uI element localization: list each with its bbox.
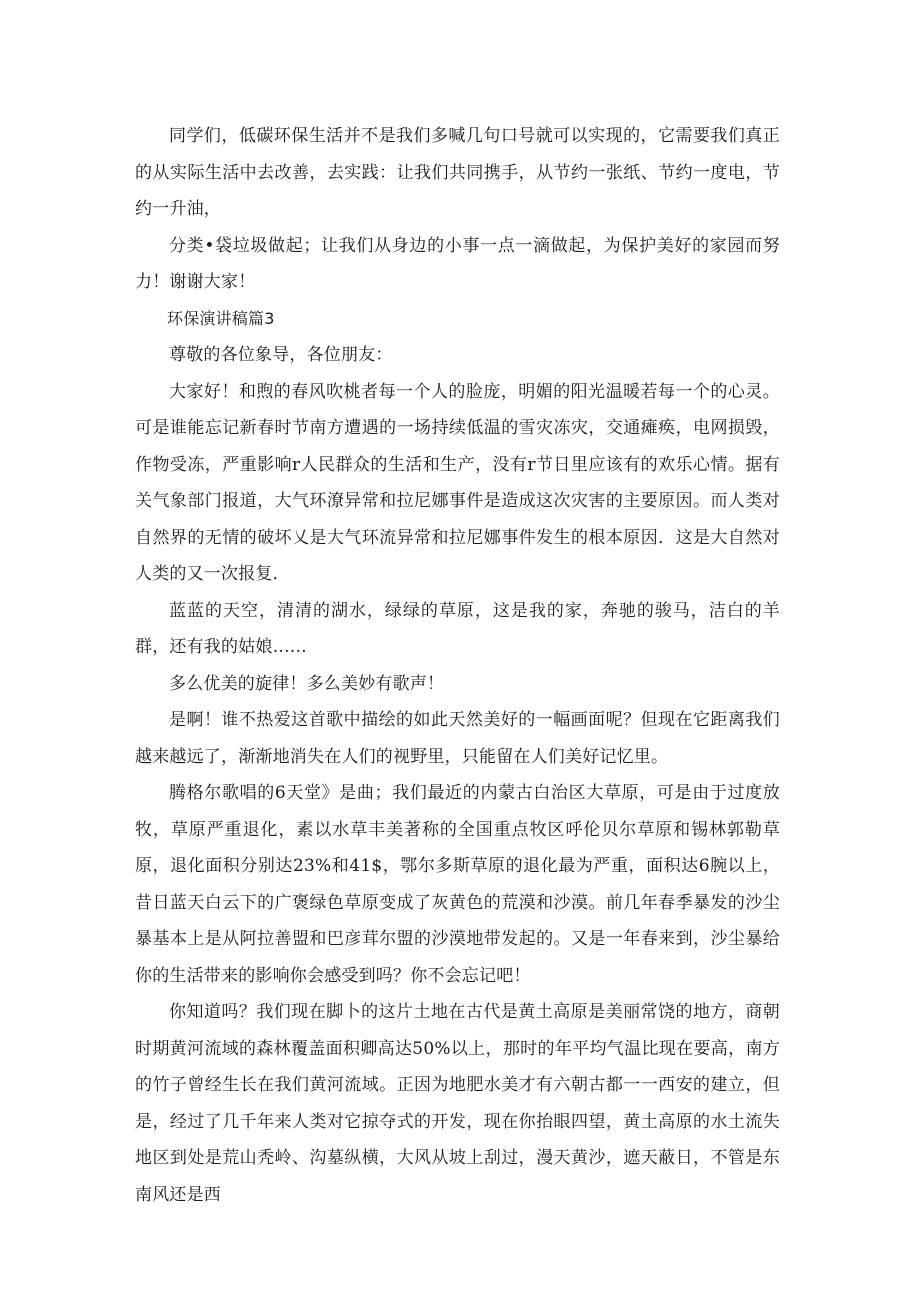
- paragraph-melody: 多么优美的旋律！多么美妙有歌声！: [169, 673, 445, 694]
- paragraph-snow-disaster: 大家好！和煦的春风吹桃者每一个人的脸庞，明媚的阳光温暖若每一个的心灵。可是谁能忘记新春时节南方遭遇的一场持续低温的雪灾冻灾，交通瘫痪，电网损毁，作物受冻，严重影响r人民群众的生活和生产，没有r节日里应该有的欢乐心情。据有关气象部门报道，大气环潦异常和拉尼娜事件是造成这次灾害的主要原因。而人类对自然界的无情的破坏乂是大气环流异常和拉尼娜事件发生的根本原因．这是大自然对人类的又一次报复．: [135, 381, 780, 584]
- paragraph-loess-plateau: 你知道吗？我们现在脚卜的这片土地在古代是黄土高原是美丽常饶的地方，商朝时期黄河流域的森林覆盖面积卿高达50%以上，那时的年平均气温比现在要高，南方的竹子曾经生长在我们黄河流域。正因为地肥水美才有六朝古都一一西安的建立，但是，经过了几千年来人类对它掠夺式的开发，现在你抬眼四望，黄土高原的水土流失地区到处是荒山秃岭、沟墓纵横，大风从坡上刮过，漫天黄沙，遮天蔽日，不管是东南风还是西: [135, 1002, 780, 1205]
- paragraph-closing-appeal: 同学们，低碳环保生活并不是我们多喊几句口号就可以实现的，它需要我们真正的从实际生活中去改善，去实践：让我们共同携手，从节约一张纸、节约一度电，节约一升油，: [135, 126, 780, 219]
- section-heading: 环保演讲稿篇3: [167, 308, 275, 328]
- paragraph-song-lyrics: 蓝蓝的天空，清清的湖水，绿绿的草原，这是我的家，奔驰的骏马，洁白的羊群，还有我的姑娘……: [135, 600, 780, 657]
- paragraph-memory: 是啊！谁不热爱这首歌中描绘的如此天然美好的一幅画面呢？但现在它距离我们越来越远了，渐渐地消失在人们的视野里，只能留在人们美好记忆里。: [135, 710, 780, 767]
- paragraph-salutation: 尊敬的各位象导，各位朋友：: [169, 345, 393, 365]
- document-body: [135, 118, 780, 1213]
- paragraph-grassland: 腾格尔歌唱的6天堂》是曲；我们最近的内蒙古白治区大草原，可是由于过度放牧，草原严重退化，素以水草丰美著称的全国重点牧区呼伦贝尔草原和锡林郭勒草原，退化面积分别达23%和41$，鄂尔多斯草原的退化最为严重，面积达6腕以上，昔日蓝天白云下的广褒绿色草原变成了灰黄色的荒漠和沙漠。前几年春季暴发的沙尘暴基本上是从阿拉善盟和巴彦茸尔盟的沙漠地带发起的。又是一年春来到，沙尘暴给你的生活带来的影响你会感受到吗？你不会忘记吧！: [135, 783, 780, 986]
- paragraph-closing-thanks: 分类•袋垃圾做起；让我们从身边的小事一点一滴做起，为保护美好的家园而努力！谢谢大家！: [135, 235, 780, 292]
